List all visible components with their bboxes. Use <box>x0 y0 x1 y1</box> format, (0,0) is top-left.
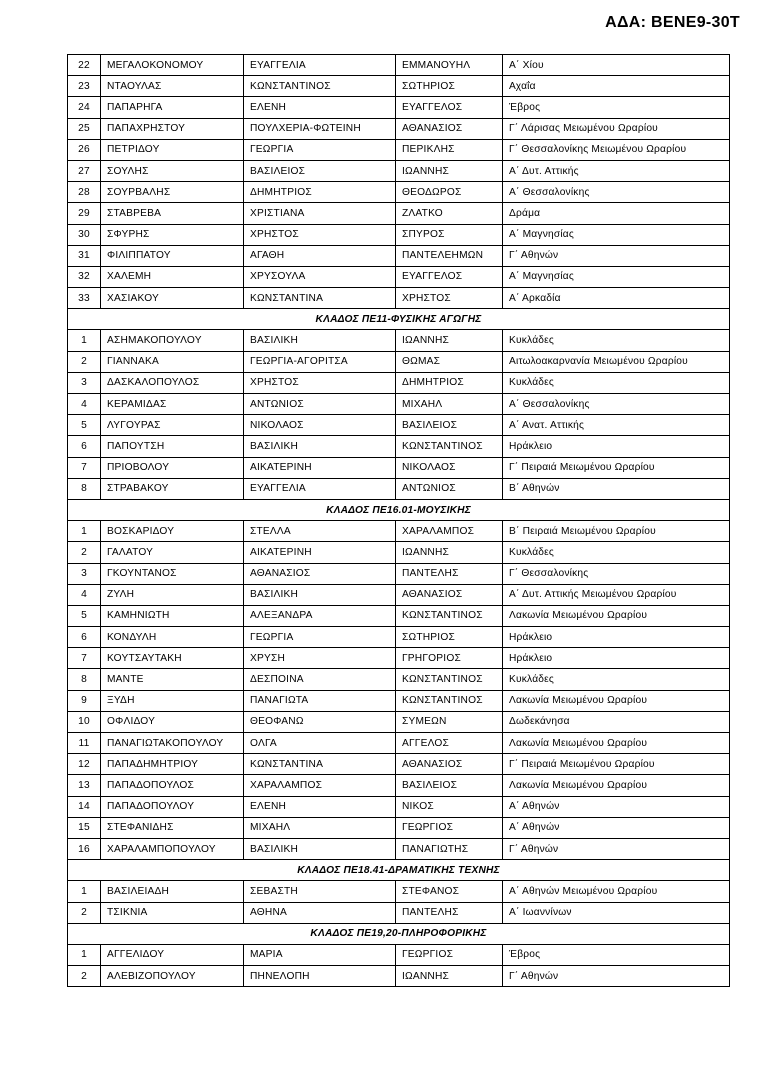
surname-cell: ΑΣΗΜΑΚΟΠΟΥΛΟΥ <box>101 330 244 351</box>
row-number: 1 <box>68 521 101 542</box>
row-number: 3 <box>68 563 101 584</box>
table-row <box>68 288 730 309</box>
father-name-cell: ΑΘΑΝΑΣΙΟΣ <box>396 118 503 139</box>
table-row <box>68 817 730 838</box>
row-number: 7 <box>68 648 101 669</box>
first-name-cell: ΠΑΝΑΓΙΩΤΑ <box>244 690 396 711</box>
father-name-cell: ΙΩΑΝΝΗΣ <box>396 966 503 987</box>
first-name-cell: ΧΡΥΣΗ <box>244 648 396 669</box>
table-row <box>68 55 730 76</box>
location-cell: Λακωνία Μειωμένου Ωραρίου <box>503 733 730 754</box>
father-name-cell: ΒΑΣΙΛΕΙΟΣ <box>396 415 503 436</box>
first-name-cell: ΚΩΝΣΤΑΝΤΙΝΑ <box>244 288 396 309</box>
location-cell: Αχαΐα <box>503 76 730 97</box>
location-cell: Γ΄ Πειραιά Μειωμένου Ωραρίου <box>503 457 730 478</box>
surname-cell: ΧΑΣΙΑΚΟΥ <box>101 288 244 309</box>
father-name-cell: ΑΘΑΝΑΣΙΟΣ <box>396 584 503 605</box>
location-cell: Κυκλάδες <box>503 542 730 563</box>
table-row <box>68 669 730 690</box>
father-name-cell: ΙΩΑΝΝΗΣ <box>396 160 503 181</box>
father-name-cell: ΒΑΣΙΛΕΙΟΣ <box>396 775 503 796</box>
row-number: 25 <box>68 118 101 139</box>
table-row <box>68 775 730 796</box>
location-cell: Α΄ Δυτ. Αττικής Μειωμένου Ωραρίου <box>503 584 730 605</box>
section-header-row <box>68 309 730 330</box>
table-row <box>68 754 730 775</box>
row-number: 27 <box>68 160 101 181</box>
row-number: 8 <box>68 669 101 690</box>
location-cell: Κυκλάδες <box>503 669 730 690</box>
surname-cell: ΣΟΥΛΗΣ <box>101 160 244 181</box>
first-name-cell: ΣΕΒΑΣΤΗ <box>244 881 396 902</box>
table-row <box>68 182 730 203</box>
table-row <box>68 203 730 224</box>
row-number: 14 <box>68 796 101 817</box>
surname-cell: ΠΑΠΑΡΗΓΑ <box>101 97 244 118</box>
first-name-cell: ΝΙΚΟΛΑΟΣ <box>244 415 396 436</box>
surname-cell: ΒΑΣΙΛΕΙΑΔΗ <box>101 881 244 902</box>
location-cell: Έβρος <box>503 944 730 965</box>
table-row <box>68 415 730 436</box>
father-name-cell: ΚΩΝΣΤΑΝΤΙΝΟΣ <box>396 605 503 626</box>
surname-cell: ΤΣΙΚΝΙΑ <box>101 902 244 923</box>
location-cell: Δράμα <box>503 203 730 224</box>
surname-cell: ΠΑΝΑΓΙΩΤΑΚΟΠΟΥΛΟΥ <box>101 733 244 754</box>
row-number: 2 <box>68 351 101 372</box>
location-cell: Γ΄ Αθηνών <box>503 838 730 859</box>
father-name-cell: ΠΑΝΤΕΛΗΣ <box>396 563 503 584</box>
first-name-cell: ΠΗΝΕΛΟΠΗ <box>244 966 396 987</box>
assignment-table <box>67 54 730 987</box>
location-cell: Ηράκλειο <box>503 627 730 648</box>
surname-cell: ΠΑΠΑΔΟΠΟΥΛΟΣ <box>101 775 244 796</box>
table-row <box>68 711 730 732</box>
first-name-cell: ΣΤΕΛΛΑ <box>244 521 396 542</box>
surname-cell: ΣΤΑΒΡΕΒΑ <box>101 203 244 224</box>
row-number: 16 <box>68 838 101 859</box>
father-name-cell: ΘΕΟΔΩΡΟΣ <box>396 182 503 203</box>
surname-cell: ΜΑΝΤΕ <box>101 669 244 690</box>
table-row <box>68 838 730 859</box>
first-name-cell: ΓΕΩΡΓΙΑ <box>244 139 396 160</box>
table-row <box>68 330 730 351</box>
row-number: 1 <box>68 944 101 965</box>
surname-cell: ΚΟΥΤΣΑΥΤΑΚΗ <box>101 648 244 669</box>
first-name-cell: ΟΛΓΑ <box>244 733 396 754</box>
table-row <box>68 139 730 160</box>
row-number: 15 <box>68 817 101 838</box>
location-cell: Α΄ Ανατ. Αττικής <box>503 415 730 436</box>
surname-cell: ΣΤΕΦΑΝΙΔΗΣ <box>101 817 244 838</box>
first-name-cell: ΚΩΝΣΤΑΝΤΙΝΟΣ <box>244 76 396 97</box>
surname-cell: ΞΥΔΗ <box>101 690 244 711</box>
row-number: 6 <box>68 436 101 457</box>
table-row <box>68 97 730 118</box>
row-number: 28 <box>68 182 101 203</box>
row-number: 12 <box>68 754 101 775</box>
first-name-cell: ΑΝΤΩΝΙΟΣ <box>244 394 396 415</box>
surname-cell: ΣΤΡΑΒΑΚΟΥ <box>101 478 244 499</box>
father-name-cell: ΕΜΜΑΝΟΥΗΛ <box>396 55 503 76</box>
father-name-cell: ΠΑΝΤΕΛΗΣ <box>396 902 503 923</box>
location-cell: Α΄ Θεσσαλονίκης <box>503 182 730 203</box>
surname-cell: ΠΑΠΑΔΟΠΟΥΛΟΥ <box>101 796 244 817</box>
section-header-row <box>68 499 730 520</box>
table-body <box>68 55 730 987</box>
father-name-cell: ΔΗΜΗΤΡΙΟΣ <box>396 372 503 393</box>
row-number: 9 <box>68 690 101 711</box>
surname-cell: ΠΑΠΑΧΡΗΣΤΟΥ <box>101 118 244 139</box>
surname-cell: ΑΛΕΒΙΖΟΠΟΥΛΟΥ <box>101 966 244 987</box>
surname-cell: ΔΑΣΚΑΛΟΠΟΥΛΟΣ <box>101 372 244 393</box>
row-number: 2 <box>68 966 101 987</box>
father-name-cell: ΝΙΚΟΛΑΟΣ <box>396 457 503 478</box>
row-number: 5 <box>68 605 101 626</box>
father-name-cell: ΣΩΤΗΡΙΟΣ <box>396 76 503 97</box>
surname-cell: ΚΟΝΔΥΛΗ <box>101 627 244 648</box>
location-cell: Κυκλάδες <box>503 372 730 393</box>
table-row <box>68 457 730 478</box>
table-row <box>68 372 730 393</box>
first-name-cell: ΧΡΥΣΟΥΛΑ <box>244 266 396 287</box>
location-cell: Β΄ Πειραιά Μειωμένου Ωραρίου <box>503 521 730 542</box>
section-title: ΚΛΑΔΟΣ ΠΕ19,20-ΠΛΗΡΟΦΟΡΙΚΗΣ <box>68 923 730 944</box>
surname-cell: ΝΤΑΟΥΛΑΣ <box>101 76 244 97</box>
table-row <box>68 796 730 817</box>
surname-cell: ΣΟΥΡΒΑΛΗΣ <box>101 182 244 203</box>
first-name-cell: ΜΙΧΑΗΛ <box>244 817 396 838</box>
father-name-cell: ΝΙΚΟΣ <box>396 796 503 817</box>
father-name-cell: ΠΑΝΑΓΙΩΤΗΣ <box>396 838 503 859</box>
first-name-cell: ΕΥΑΓΓΕΛΙΑ <box>244 55 396 76</box>
father-name-cell: ΘΩΜΑΣ <box>396 351 503 372</box>
table-row <box>68 351 730 372</box>
table-row <box>68 478 730 499</box>
location-cell: Γ΄ Αθηνών <box>503 966 730 987</box>
location-cell: Γ΄ Θεσσαλονίκης <box>503 563 730 584</box>
location-cell: Έβρος <box>503 97 730 118</box>
first-name-cell: ΑΛΕΞΑΝΔΡΑ <box>244 605 396 626</box>
location-cell: Α΄ Αθηνών <box>503 817 730 838</box>
table-row <box>68 584 730 605</box>
row-number: 1 <box>68 330 101 351</box>
father-name-cell: ΓΡΗΓΟΡΙΟΣ <box>396 648 503 669</box>
surname-cell: ΚΑΜΗΝΙΩΤΗ <box>101 605 244 626</box>
surname-cell: ΟΦΛΙΔΟΥ <box>101 711 244 732</box>
row-number: 7 <box>68 457 101 478</box>
row-number: 31 <box>68 245 101 266</box>
table-row <box>68 648 730 669</box>
first-name-cell: ΧΡΙΣΤΙΑΝΑ <box>244 203 396 224</box>
first-name-cell: ΧΡΗΣΤΟΣ <box>244 224 396 245</box>
first-name-cell: ΒΑΣΙΛΙΚΗ <box>244 838 396 859</box>
father-name-cell: ΙΩΑΝΝΗΣ <box>396 330 503 351</box>
first-name-cell: ΑΘΑΝΑΣΙΟΣ <box>244 563 396 584</box>
location-cell: Γ΄ Λάρισας Μειωμένου Ωραρίου <box>503 118 730 139</box>
row-number: 22 <box>68 55 101 76</box>
section-header-row <box>68 860 730 881</box>
table-row <box>68 627 730 648</box>
location-cell: Γ΄ Θεσσαλονίκης Μειωμένου Ωραρίου <box>503 139 730 160</box>
first-name-cell: ΕΛΕΝΗ <box>244 796 396 817</box>
father-name-cell: ΚΩΝΣΤΑΝΤΙΝΟΣ <box>396 669 503 690</box>
row-number: 2 <box>68 902 101 923</box>
location-cell: Α΄ Θεσσαλονίκης <box>503 394 730 415</box>
row-number: 24 <box>68 97 101 118</box>
father-name-cell: ΑΘΑΝΑΣΙΟΣ <box>396 754 503 775</box>
location-cell: Α΄ Αθηνών Μειωμένου Ωραρίου <box>503 881 730 902</box>
surname-cell: ΚΕΡΑΜΙΔΑΣ <box>101 394 244 415</box>
surname-cell: ΖΥΛΗ <box>101 584 244 605</box>
table-row <box>68 902 730 923</box>
father-name-cell: ΚΩΝΣΤΑΝΤΙΝΟΣ <box>396 436 503 457</box>
surname-cell: ΣΦΥΡΗΣ <box>101 224 244 245</box>
surname-cell: ΠΡΙΟΒΟΛΟΥ <box>101 457 244 478</box>
first-name-cell: ΑΘΗΝΑ <box>244 902 396 923</box>
table-row <box>68 394 730 415</box>
table-row <box>68 245 730 266</box>
table-row <box>68 733 730 754</box>
table-row <box>68 521 730 542</box>
location-cell: Κυκλάδες <box>503 330 730 351</box>
table-row <box>68 118 730 139</box>
location-cell: Α΄ Ιωαννίνων <box>503 902 730 923</box>
location-cell: Α΄ Χίου <box>503 55 730 76</box>
father-name-cell: ΧΑΡΑΛΑΜΠΟΣ <box>396 521 503 542</box>
location-cell: Α΄ Αθηνών <box>503 796 730 817</box>
location-cell: Α΄ Μαγνησίας <box>503 224 730 245</box>
father-name-cell: ΜΙΧΑΗΛ <box>396 394 503 415</box>
location-cell: Δωδεκάνησα <box>503 711 730 732</box>
first-name-cell: ΑΙΚΑΤΕΡΙΝΗ <box>244 457 396 478</box>
surname-cell: ΛΥΓΟΥΡΑΣ <box>101 415 244 436</box>
surname-cell: ΓΙΑΝΝΑΚΑ <box>101 351 244 372</box>
row-number: 29 <box>68 203 101 224</box>
father-name-cell: ΕΥΑΓΓΕΛΟΣ <box>396 97 503 118</box>
first-name-cell: ΘΕΟΦΑΝΩ <box>244 711 396 732</box>
surname-cell: ΠΑΠΟΥΤΣΗ <box>101 436 244 457</box>
surname-cell: ΑΓΓΕΛΙΔΟΥ <box>101 944 244 965</box>
location-cell: Λακωνία Μειωμένου Ωραρίου <box>503 690 730 711</box>
father-name-cell: ΙΩΑΝΝΗΣ <box>396 542 503 563</box>
row-number: 11 <box>68 733 101 754</box>
father-name-cell: ΣΩΤΗΡΙΟΣ <box>396 627 503 648</box>
location-cell: Α΄ Μαγνησίας <box>503 266 730 287</box>
location-cell: Α΄ Δυτ. Αττικής <box>503 160 730 181</box>
father-name-cell: ΑΓΓΕΛΟΣ <box>396 733 503 754</box>
row-number: 4 <box>68 584 101 605</box>
father-name-cell: ΣΥΜΕΩΝ <box>396 711 503 732</box>
first-name-cell: ΒΑΣΙΛΙΚΗ <box>244 584 396 605</box>
first-name-cell: ΔΗΜΗΤΡΙΟΣ <box>244 182 396 203</box>
first-name-cell: ΧΡΗΣΤΟΣ <box>244 372 396 393</box>
first-name-cell: ΔΕΣΠΟΙΝΑ <box>244 669 396 690</box>
father-name-cell: ΣΠΥΡΟΣ <box>396 224 503 245</box>
row-number: 23 <box>68 76 101 97</box>
row-number: 4 <box>68 394 101 415</box>
father-name-cell: ΓΕΩΡΓΙΟΣ <box>396 944 503 965</box>
first-name-cell: ΚΩΝΣΤΑΝΤΙΝΑ <box>244 754 396 775</box>
first-name-cell: ΕΥΑΓΓΕΛΙΑ <box>244 478 396 499</box>
table-row <box>68 966 730 987</box>
row-number: 30 <box>68 224 101 245</box>
surname-cell: ΓΑΛΑΤΟΥ <box>101 542 244 563</box>
table-row <box>68 944 730 965</box>
row-number: 6 <box>68 627 101 648</box>
table-row <box>68 542 730 563</box>
row-number: 26 <box>68 139 101 160</box>
first-name-cell: ΑΓΑΘΗ <box>244 245 396 266</box>
father-name-cell: ΠΑΝΤΕΛΕΗΜΩΝ <box>396 245 503 266</box>
surname-cell: ΠΑΠΑΔΗΜΗΤΡΙΟΥ <box>101 754 244 775</box>
ada-code: ΑΔΑ: ΒΕΝΕ9-30Τ <box>605 14 740 31</box>
first-name-cell: ΠΟΥΛΧΕΡΙΑ-ΦΩΤΕΙΝΗ <box>244 118 396 139</box>
location-cell: Λακωνία Μειωμένου Ωραρίου <box>503 775 730 796</box>
first-name-cell: ΕΛΕΝΗ <box>244 97 396 118</box>
location-cell: Α΄ Αρκαδία <box>503 288 730 309</box>
table-row <box>68 160 730 181</box>
location-cell: Β΄ Αθηνών <box>503 478 730 499</box>
row-number: 8 <box>68 478 101 499</box>
table-row <box>68 224 730 245</box>
surname-cell: ΓΚΟΥΝΤΑΝΟΣ <box>101 563 244 584</box>
first-name-cell: ΑΙΚΑΤΕΡΙΝΗ <box>244 542 396 563</box>
table-row <box>68 76 730 97</box>
row-number: 1 <box>68 881 101 902</box>
table-row <box>68 266 730 287</box>
father-name-cell: ΑΝΤΩΝΙΟΣ <box>396 478 503 499</box>
surname-cell: ΧΑΛΕΜΗ <box>101 266 244 287</box>
table-row <box>68 563 730 584</box>
row-number: 33 <box>68 288 101 309</box>
location-cell: Ηράκλειο <box>503 436 730 457</box>
section-title: ΚΛΑΔΟΣ ΠΕ16.01-ΜΟΥΣΙΚΗΣ <box>68 499 730 520</box>
first-name-cell: ΒΑΣΙΛΙΚΗ <box>244 436 396 457</box>
first-name-cell: ΓΕΩΡΓΙΑ <box>244 627 396 648</box>
father-name-cell: ΣΤΕΦΑΝΟΣ <box>396 881 503 902</box>
first-name-cell: ΜΑΡΙΑ <box>244 944 396 965</box>
row-number: 32 <box>68 266 101 287</box>
father-name-cell: ΕΥΑΓΓΕΛΟΣ <box>396 266 503 287</box>
location-cell: Γ΄ Πειραιά Μειωμένου Ωραρίου <box>503 754 730 775</box>
surname-cell: ΜΕΓΑΛΟΚΟΝΟΜΟΥ <box>101 55 244 76</box>
table-row <box>68 881 730 902</box>
row-number: 13 <box>68 775 101 796</box>
location-cell: Λακωνία Μειωμένου Ωραρίου <box>503 605 730 626</box>
section-title: ΚΛΑΔΟΣ ΠΕ18.41-ΔΡΑΜΑΤΙΚΗΣ ΤΕΧΝΗΣ <box>68 860 730 881</box>
section-title: ΚΛΑΔΟΣ ΠΕ11-ΦΥΣΙΚΗΣ ΑΓΩΓΗΣ <box>68 309 730 330</box>
first-name-cell: ΒΑΣΙΛΙΚΗ <box>244 330 396 351</box>
location-cell: Γ΄ Αθηνών <box>503 245 730 266</box>
location-cell: Ηράκλειο <box>503 648 730 669</box>
row-number: 3 <box>68 372 101 393</box>
first-name-cell: ΓΕΩΡΓΙΑ-ΑΓΟΡΙΤΣΑ <box>244 351 396 372</box>
location-cell: Αιτωλοακαρνανία Μειωμένου Ωραρίου <box>503 351 730 372</box>
table-row <box>68 690 730 711</box>
table-row <box>68 605 730 626</box>
surname-cell: ΒΟΣΚΑΡΙΔΟΥ <box>101 521 244 542</box>
first-name-cell: ΒΑΣΙΛΕΙΟΣ <box>244 160 396 181</box>
father-name-cell: ΧΡΗΣΤΟΣ <box>396 288 503 309</box>
section-header-row <box>68 923 730 944</box>
row-number: 5 <box>68 415 101 436</box>
father-name-cell: ΚΩΝΣΤΑΝΤΙΝΟΣ <box>396 690 503 711</box>
father-name-cell: ΓΕΩΡΓΙΟΣ <box>396 817 503 838</box>
first-name-cell: ΧΑΡΑΛΑΜΠΟΣ <box>244 775 396 796</box>
surname-cell: ΠΕΤΡΙΔΟΥ <box>101 139 244 160</box>
surname-cell: ΦΙΛΙΠΠΑΤΟΥ <box>101 245 244 266</box>
row-number: 2 <box>68 542 101 563</box>
surname-cell: ΧΑΡΑΛΑΜΠΟΠΟΥΛΟΥ <box>101 838 244 859</box>
row-number: 10 <box>68 711 101 732</box>
table-row <box>68 436 730 457</box>
father-name-cell: ΠΕΡΙΚΛΗΣ <box>396 139 503 160</box>
father-name-cell: ΖΛΑΤΚΟ <box>396 203 503 224</box>
